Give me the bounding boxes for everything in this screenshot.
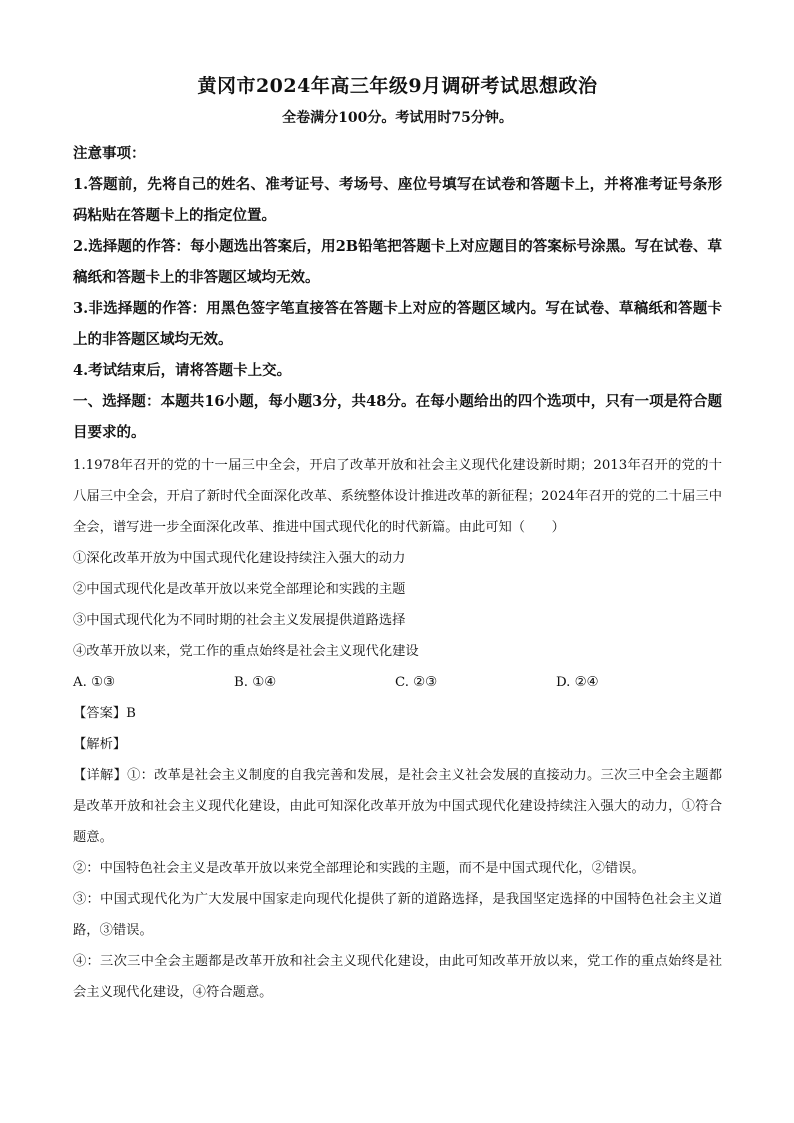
option-b: B. ①④	[234, 675, 277, 690]
analysis-paragraph: ④：三次三中全会主题都是改革开放和社会主义现代化建设，由此可知改革开放以来，党工作的重点始终是社会主义现代化建设，④符合题意。	[73, 954, 722, 1000]
page-title: 黄冈市2024年高三年级9月调研考试思想政治	[197, 75, 598, 97]
option-a: A. ①③	[73, 675, 115, 690]
analysis-paragraph: 【详解】①：改革是社会主义制度的自我完善和发展，是社会主义社会发展的直接动力。三次三中全会主题都是改革开放和社会主义现代化建设，由此可知深化改革开放为中国式现代化建设持续注入强大的动力，①符合题意。	[73, 768, 722, 845]
notice-item: 4.考试结束后，请将答题卡上交。	[73, 362, 292, 379]
option-d: D. ②④	[556, 675, 599, 690]
notice-item: 2.选择题的作答：每小题选出答案后，用2B铅笔把答题卡上对应题目的答案标号涂黑。写在试卷、草稿纸和答题卡上的非答题区域均无效。	[73, 238, 722, 286]
answer-line: 【答案】B	[73, 706, 136, 721]
question-stem: 1.1978年召开的党的十一届三中全会，开启了改革开放和社会主义现代化建设新时期；2013年召开的党的十八届三中全会，开启了新时代全面深化改革、系统整体设计推进改革的新征程；2024年召开的党的二十届三中全会，谱写进一步全面深化改革、推进中国式现代化的时代新篇。由此可知（ ）	[73, 458, 722, 535]
notice-item: 3.非选择题的作答：用黑色签字笔直接答在答题卡上对应的答题区域内。写在试卷、草稿纸和答题卡上的非答题区域均无效。	[73, 300, 722, 348]
page-subtitle: 全卷满分100分。考试用时75分钟。	[282, 110, 513, 126]
analysis-paragraph: ③：中国式现代化为广大发展中国家走向现代化提供了新的道路选择，是我国坚定选择的中国特色社会主义道路，③错误。	[73, 892, 722, 938]
section-heading: 一、选择题：本题共16小题，每小题3分，共48分。在每小题给出的四个选项中，只有一项是符合题目要求的。	[73, 393, 722, 441]
question-statement: ②中国式现代化是改革开放以来党全部理论和实践的主题	[73, 582, 406, 597]
option-c: C. ②③	[395, 675, 437, 690]
notice-heading: 注意事项：	[73, 145, 146, 162]
analysis-paragraph: ②：中国特色社会主义是改革开放以来党全部理论和实践的主题，而不是中国式现代化，②错误。	[73, 861, 645, 876]
question-statement: ④改革开放以来，党工作的重点始终是社会主义现代化建设	[73, 644, 419, 659]
answer-options	[73, 667, 722, 698]
analysis-label: 【解析】	[73, 737, 127, 752]
question-statement: ①深化改革开放为中国式现代化建设持续注入强大的动力	[73, 551, 406, 566]
notice-item: 1.答题前，先将自己的姓名、准考证号、考场号、座位号填写在试卷和答题卡上，并将准考证号条形码粘贴在答题卡上的指定位置。	[73, 176, 722, 224]
question-statement: ③中国式现代化为不同时期的社会主义发展提供道路选择	[73, 613, 406, 628]
